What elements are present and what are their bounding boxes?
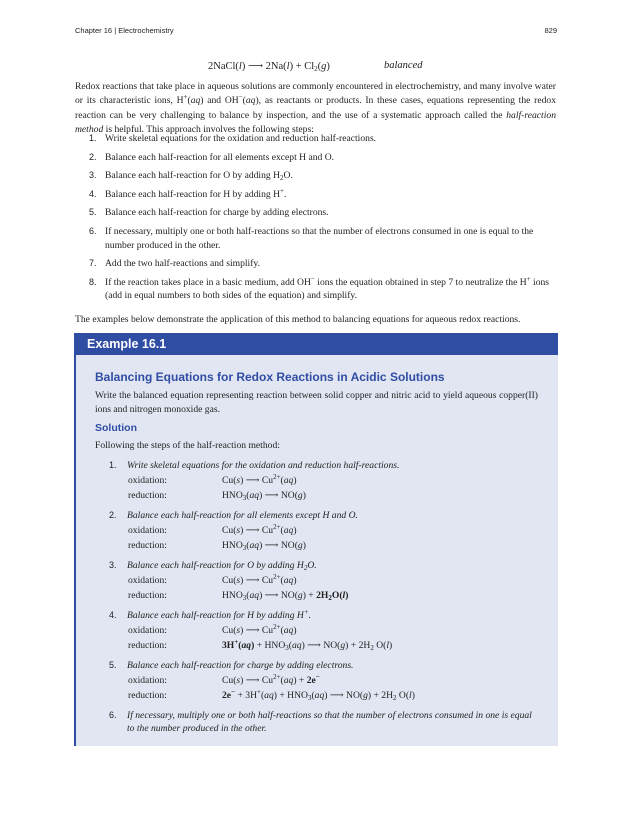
example-box: Example 16.1 Balancing Equations for Redox Reactions in Acidic Solutions Write the balanced equation representing reaction between solid copper and nitric acid to yield aqueous copper(II) ions and nitrogen monoxide gas. Solution Following the steps of the half-reaction method: 1. Write skeletal equations for the oxidation and reduction half-reactions. oxidation: Cu(s) ⟶ $Cu^{2+}(aq)$ reduction: $HNO_3(aq)$ ⟶ NO(g) 2. Balance each half-reaction for all elements except H and O. oxidation: Cu(s) ⟶ $Cu^{2+}(aq)$ reduction: $HNO_3(aq)$ ⟶ NO(g) 3. Balance each half-reaction for O by adding $H_2O$. oxidation: Cu(s) ⟶ $Cu^{2+}(aq)$ reduction: $HNO_3(aq)$ ⟶ $NO(g) + 2H_2O(l)$ 4. Balance each half-reaction for H by adding H+. oxidation: Cu(s) ⟶ $Cu^{2+}(aq)$ reduction: $3H^+(aq) + HNO_3(aq)$ ⟶ $NO(g) + 2H_2$ O(l) 5. Balance each half-reaction for charge by adding electrons. oxidation: Cu(s) ⟶ $Cu^{2+}(aq) + 2e^-$ reduction: $2e^- + 3H^+(aq) + HNO_3(aq)$ ⟶ $NO(g) + 2H_2$ O(l) 6. If necessary, multiply one or both half-reactions so that the number of electrons consumed in one is equal to the number produced in the other. (74, 333, 558, 746)
example-title: Balancing Equations for Redox Reactions in Acidic Solutions (95, 370, 445, 384)
list-item: 8. If the reaction takes place in a basic medium, add OH− ions the equation obtained in step 7 to neutralize the H+ ions (add in equal numbers to both sides of the equation) and simplify. (89, 274, 550, 302)
list-item: 2. Balance each half-reaction for all elements except H and O. (89, 151, 335, 163)
running-header: Chapter 16 | Electrochemistry (75, 26, 174, 35)
solution-intro: Following the steps of the half-reaction method: (95, 440, 280, 451)
top-equation: 2NaCl(l) ⟶ $2Na(l) + Cl_2(g)$ balanced (208, 60, 423, 73)
intro-paragraph: Redox reactions that take place in aqueous solutions are commonly encountered in electrochemistry, and many involve water or its characteristic ions, H+(aq) and OH−(aq), as reactants or products. In these cases, equations representing the redox reaction can be very challenging to balance by inspection, and the use of a systematic approach called the half-reaction method is helpful. This approach involves the following steps: (75, 81, 556, 135)
list-item: 4. Balance each half-reaction for H by adding H+. (89, 186, 287, 200)
list-item: 1. Write skeletal equations for the oxidation and reduction half-reactions. (89, 133, 377, 144)
page-number: 829 (544, 26, 557, 35)
list-item: 6. If necessary, multiply one or both half-reactions so that the number of electrons consumed in one is equal to the number produced in the other. (89, 225, 534, 251)
list-item: 5. Balance each half-reaction for charge by adding electrons. (89, 207, 329, 219)
solution-heading: Solution (95, 422, 137, 434)
list-item: 7. Add the two half-reactions and simplify. (89, 258, 260, 270)
method-steps-list (75, 132, 556, 308)
list-item: 3. Balance each half-reaction for O by adding $H_2O$. (89, 170, 293, 183)
example-label: Example 16.1 (76, 333, 558, 355)
closing-paragraph: The examples below demonstrate the application of this method to balancing equations for aqueous redox reactions. (75, 314, 521, 325)
balanced-note: balanced (384, 60, 423, 71)
example-prompt: Write the balanced equation representing reaction between solid copper and nitric acid to yield aqueous copper(II) ions and nitrogen monoxide gas. (95, 390, 538, 415)
